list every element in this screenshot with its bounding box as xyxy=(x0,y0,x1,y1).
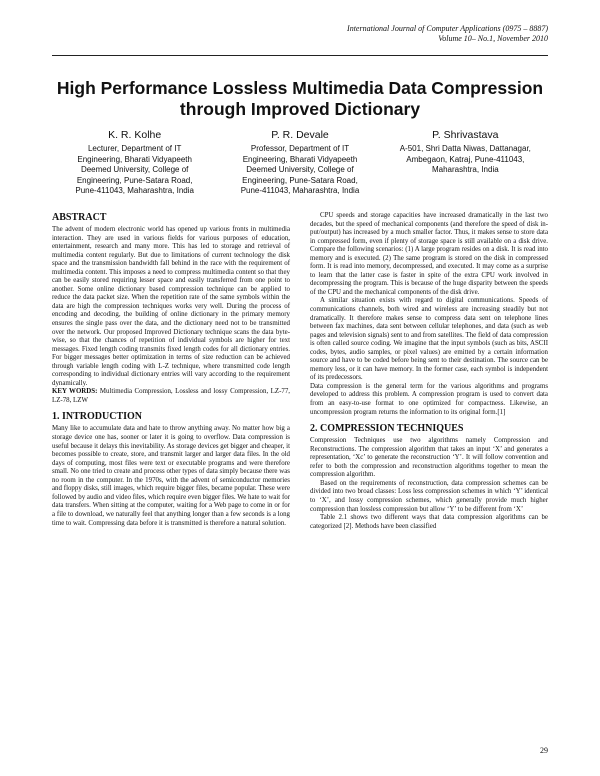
keywords-label: KEY WORDS: xyxy=(52,388,98,396)
title-line-1: High Performance Lossless Multimedia Data Compression xyxy=(56,78,544,98)
author-affiliation: Maharashtra, India xyxy=(431,165,499,174)
author-3 xyxy=(383,128,548,197)
right-column xyxy=(310,212,548,531)
keywords xyxy=(52,388,290,405)
author-affiliation: Engineering, Bharati Vidyapeeth xyxy=(242,154,358,164)
author-affiliation: Lecturer, Department of IT xyxy=(87,144,182,153)
journal-volume: Volume 10– No.1, November 2010 xyxy=(438,34,548,43)
author-block xyxy=(52,128,548,197)
page-number: 29 xyxy=(540,746,548,755)
header-divider xyxy=(52,55,548,56)
author-affiliation: Engineering, Bharati Vidyapeeth xyxy=(77,154,192,164)
author-affiliation: Pune-411043, Maharashtra, India xyxy=(240,186,360,195)
author-affiliation: Ambegaon, Katraj, Pune-411043, xyxy=(406,154,525,164)
paper-title xyxy=(52,78,548,120)
author-1 xyxy=(52,128,217,197)
author-name: P. Shrivastava xyxy=(432,129,499,141)
title-line-2: through Improved Dictionary xyxy=(179,99,421,119)
journal-name: International Journal of Computer Applications (0975 – 8887) xyxy=(347,24,548,33)
paragraph: A similar situation exists with regard to digital communications. Speeds of communications channels, both wired and wireless are increasing steadily but not dramatically. It therefore makes sense to compress data sent on telephone lines between fax machines, data sent between cellular telephones, and data (such as web pages and television signals) sent to and from satellites. The field of data compression is often called source coding. We imagine that the input symbols (such as bits, ASCII codes, bytes, audio samples, or pixel values) are emitted by a certain information source and have to be coded before being sent to their destination. The source can be memory less, or it can have memory. In the former case, each symbol is independent of its predecessors. xyxy=(310,297,548,382)
introduction-heading: 1. INTRODUCTION xyxy=(52,411,143,423)
paragraph: Based on the requirements of reconstruction, data compression schemes can be divided into two broad classes: Loss less compression schemes in which ‘Y’ identical to ‘X’, and lossy compression schemes, which generally provide much higher compression than lossless compression but allow ‘Y’ to be different from ‘X’ xyxy=(310,479,548,513)
paragraph: Compression Techniques use two algorithms namely Compression and Reconstructions. The compression algorithm that takes an input ‘X’ and generates a representation, ‘Xc’ to generate the reconstruction ‘Y’. It will follow convention and refer to both the compression and reconstruction algorithms together to mean the compression algorithm. xyxy=(310,437,548,479)
introduction-text: Many like to accumulate data and hate to throw anything away. No matter how big a storage device one has, sooner or later it is going to overflow. Data compression is useful because it delays this inevitability. As storage devices get bigger and cheaper, it becomes possible to create, store, and transmit larger and larger data files. In the old days of computing, most files were text or executable programs and were therefore small. No one tried to create and process other types of data simply because there was no room in the computer. In the 1970s, with the advent of semiconductor memories and floppy disks, still images, which require bigger files, became popular. These were followed by audio and video files, which require even bigger files. We hate to wait for data transfers. When sitting at the computer, waiting for a Web page to come in or for a file to download, we naturally feel that anything longer than a few seconds is a long time to wait. Compressing data before it is transmitted is therefore a natural solution. xyxy=(52,425,290,527)
author-affiliation: Deemed University, College of xyxy=(80,165,189,174)
author-name: K. R. Kolhe xyxy=(108,129,162,141)
author-affiliation: Deemed University, College of xyxy=(246,165,354,174)
author-affiliation: A-501, Shri Datta Niwas, Dattanagar, xyxy=(399,144,531,153)
compression-techniques-heading: 2. COMPRESSION TECHNIQUES xyxy=(310,423,464,435)
keywords-text: Multimedia Compression, Lossless and lossy Compression, LZ-77, LZ-78, LZW xyxy=(52,388,290,404)
left-column xyxy=(52,212,290,528)
author-name: P. R. Devale xyxy=(271,129,329,141)
paragraph: Data compression is the general term for the various algorithms and programs developed to address this problem. A compression program is used to convert data from an easy-to-use format to one optimized for compactness. Likewise, an uncompression program returns the information to its original form.[1] xyxy=(310,382,548,416)
paragraph: Table 2.1 shows two different ways that data compression algorithms can be categorized [2]. Methods have been classified xyxy=(310,514,548,530)
author-2 xyxy=(217,128,382,197)
paragraph: CPU speeds and storage capacities have increased dramatically in the last two decades, but the speed of mechanical components (and therefore the speed of disk in- put/output) has increased by a much smaller factor. Thus, it makes sense to store data in compressed form, even if plenty of storage space is still available on a disk drive. Compare the following scenarios: (1) A large program resides on a disk. It is read into memory and is executed. (2) The same program is stored on the disk in compressed form. It is read into memory, decompressed, and executed. It may come as a surprise to learn that the latter case is faster in spite of the extra CPU work involved in decompressing the program. This is because of the huge disparity between the speeds of the CPU and the mechanical components of the disk drive. xyxy=(310,212,548,296)
author-affiliation: Pune-411043, Maharashtra, India xyxy=(75,186,194,195)
abstract-text: The advent of modern electronic world has opened up various fronts in multimedia interaction. They are used in various fields for various purposes of education, entertainment, research and many more. This has led to storage and retrieval of multimedia content regularly. But due to limitations of current technology the disk space and the transmission bandwidth fall behind in the race with the requirement of multimedia content. This imposes a need to compress multimedia content so that they can be easily stored requiring lesser space and easily transferred from one point to another. Some online dictionary based compression technique can be applied to reduce the data packet size. When the repetition rate of the same symbols within the data are high the compression techniques works very well. During the process of encoding and decoding, the building of online dictionary in the primary memory ensures the single pass over the data, and the dictionary need not to be transmitted over the network. Our proposed Improved Dictionary technique scans the data byte-wise, so that the chances of repetition of individual symbols are higher for text messages. Fixed length coding transmits fixed length codes for all dictionary entries. For bigger messages better optimization in terms of size reduction can be achieved through variable length coding with L-Z technique, where transmitted code length corresponding to individual dictionary entries will vary according to the requirement dynamically. xyxy=(52,226,290,387)
journal-header xyxy=(347,24,548,44)
author-affiliation: Professor, Department of IT xyxy=(250,144,350,153)
author-affiliation: Engineering, Pune-Satara Road, xyxy=(76,175,193,185)
author-affiliation: Engineering, Pune-Satara Road, xyxy=(242,175,358,185)
abstract-heading: ABSTRACT xyxy=(52,212,107,223)
